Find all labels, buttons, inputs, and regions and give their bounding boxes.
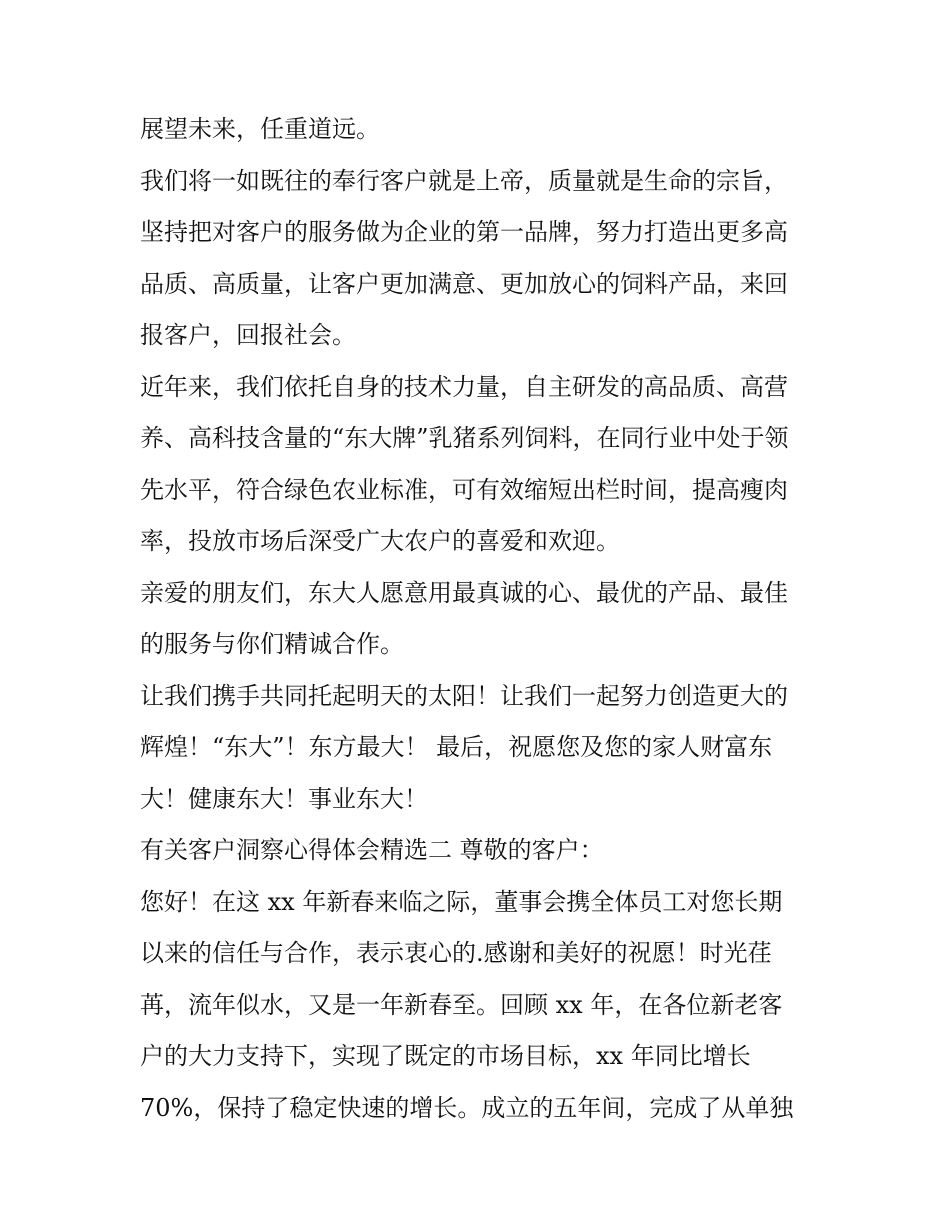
text-line: 养、高科技含量的“东大牌”乳猪系列饲料，在同行业中处于领 [140, 424, 789, 452]
text-line: 坚持把对客户的服务做为企业的第一品牌，努力打造出更多高 [140, 218, 788, 246]
text-line: 70%，保持了稳定快速的增长。成立的五年间，完成了从单独 [140, 1093, 794, 1122]
text-line: 以来的信任与合作，表示衷心的.感谢和美好的祝愿！时光荏 [140, 939, 772, 967]
text-line: 让我们携手共同托起明天的太阳！让我们一起努力创造更大的 [140, 681, 788, 710]
text-line: 您好！在这 xx 年新春来临之际，董事会携全体员工对您长期 [140, 887, 783, 916]
text-line: 大！健康东大！事业东大！ [140, 784, 428, 813]
text-line: 的服务与你们精诚合作。 [140, 630, 404, 658]
text-line: 苒，流年似水，又是一年新春至。回顾 xx 年，在各位新老客 [140, 990, 783, 1019]
text-line: 我们将一如既往的奉行客户就是上帝，质量就是生命的宗旨， [140, 166, 788, 195]
text-line: 展望未来，任重道远。 [140, 115, 380, 143]
text-line: 率，投放市场后深受广大农户的喜爱和欢迎。 [140, 527, 620, 555]
section-heading-line: 有关客户洞察心得体会精选二 尊敬的客户： [140, 836, 604, 864]
text-line: 户的大力支持下，实现了既定的市场目标，xx 年同比增长 [140, 1042, 751, 1070]
document-body [140, 104, 820, 1134]
text-line: 近年来，我们依托自身的技术力量，自主研发的高品质、高营 [140, 372, 788, 401]
text-line: 品质、高质量，让客户更加满意、更加放心的饲料产品，来回 [140, 269, 788, 298]
text-line: 先水平，符合绿色农业标准，可有效缩短出栏时间，提高瘦肉 [140, 475, 788, 504]
text-line: 亲爱的朋友们，东大人愿意用最真诚的心、最优的产品、最佳 [140, 578, 788, 607]
text-line: 辉煌！“东大”！东方最大！ 最后，祝愿您及您的家人财富东 [140, 733, 773, 761]
text-line: 报客户，回报社会。 [140, 321, 356, 349]
